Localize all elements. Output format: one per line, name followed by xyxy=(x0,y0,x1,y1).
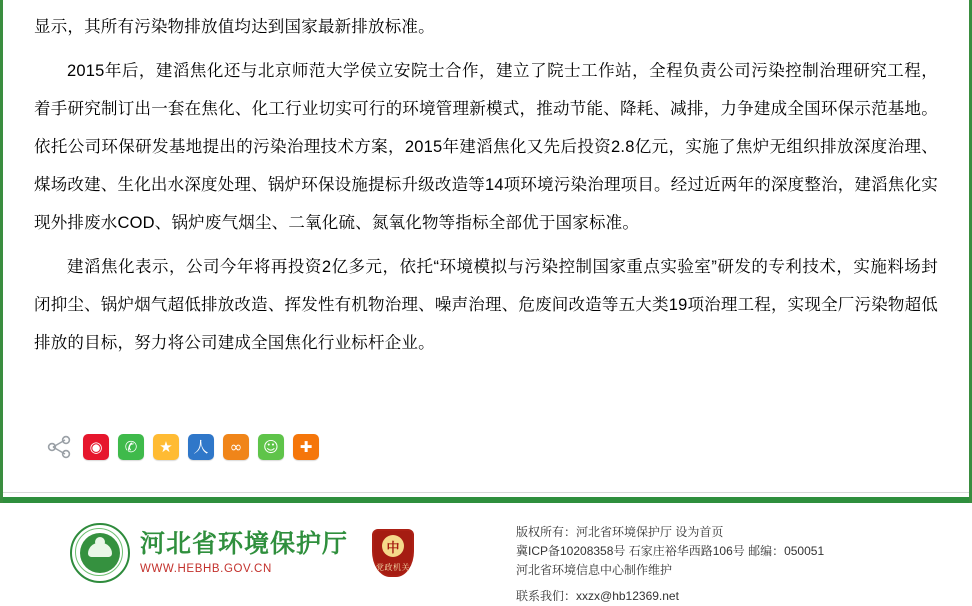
weibo-icon[interactable]: ◉ xyxy=(83,434,109,460)
government-badge-icon[interactable] xyxy=(372,529,414,577)
site-footer xyxy=(0,503,972,603)
share-network-icon[interactable] xyxy=(44,432,74,462)
agency-name: 河北省环境保护厅 xyxy=(140,529,349,559)
footer-info xyxy=(516,523,824,606)
article-paragraph-3: 建滔焦化表示，公司今年将再投资2亿多元，依托“环境模拟与污染控制国家重点实验室”研发的专利技术，实施料场封闭抑尘、锅炉烟气超低排放改造、挥发性有机物治理、噪声治理、危废间改造等五大类19项治理工程，实现全厂污染物超低排放的目标，努力将公司建成全国焦化行业标杆企业。 xyxy=(34,258,938,352)
footer-divider-thin xyxy=(3,492,969,493)
kaixin-icon[interactable]: ∞ xyxy=(223,434,249,460)
footer-icp: 冀ICP备10208358号 石家庄裕华西路106号 邮编：050051 xyxy=(516,544,825,558)
agency-block xyxy=(140,530,348,575)
footer-contact xyxy=(516,587,824,606)
renren-icon[interactable]: 人 xyxy=(188,434,214,460)
wechat-icon[interactable]: ✆ xyxy=(118,434,144,460)
qzone-icon[interactable]: ★ xyxy=(153,434,179,460)
footer-maintainer: 河北省环境信息中心制作维护 xyxy=(516,563,673,577)
message-icon[interactable]: ☺ xyxy=(258,434,284,460)
footer-copyright: 版权所有：河北省环境保护厅 设为首页 xyxy=(516,525,724,539)
badge-char: 中 xyxy=(382,535,404,557)
badge-text: 党政机关 xyxy=(376,563,411,572)
share-bar[interactable] xyxy=(44,432,319,462)
agency-emblem-icon xyxy=(70,523,130,583)
footer-branding xyxy=(70,523,414,583)
footer-contact-label: 联系我们： xyxy=(516,589,577,603)
agency-url[interactable]: WWW.HEBHB.GOV.CN xyxy=(140,562,272,575)
more-share-icon[interactable]: ✚ xyxy=(293,434,319,460)
article-paragraph-1: 显示，其所有污染物排放值均达到国家最新排放标准。 xyxy=(34,18,435,36)
footer-contact-email[interactable]: xxzx@hb12369.net xyxy=(576,589,679,603)
article-paragraph-2: 2015年后，建滔焦化还与北京师范大学侯立安院士合作，建立了院士工作站，全程负责公司污染控制治理研究工程，着手研究制订出一套在焦化、化工行业切实可行的环境管理新模式，推动节能、降耗、减排，力争建成全国环保示范基地。依托公司环保研发基地提出的污染治理技术方案，2015年建滔焦化又先后投资2.8亿元，实施了焦炉无组织排放深度治理、煤场改建、生化出水深度处理、锅炉环保设施提标升级改造等14项环境污染治理项目。经过近两年的深度整治，建滔焦化实现外排废水COD、锅炉废气烟尘、二氧化硫、氮氧化物等指标全部优于国家标准。 xyxy=(34,62,938,232)
